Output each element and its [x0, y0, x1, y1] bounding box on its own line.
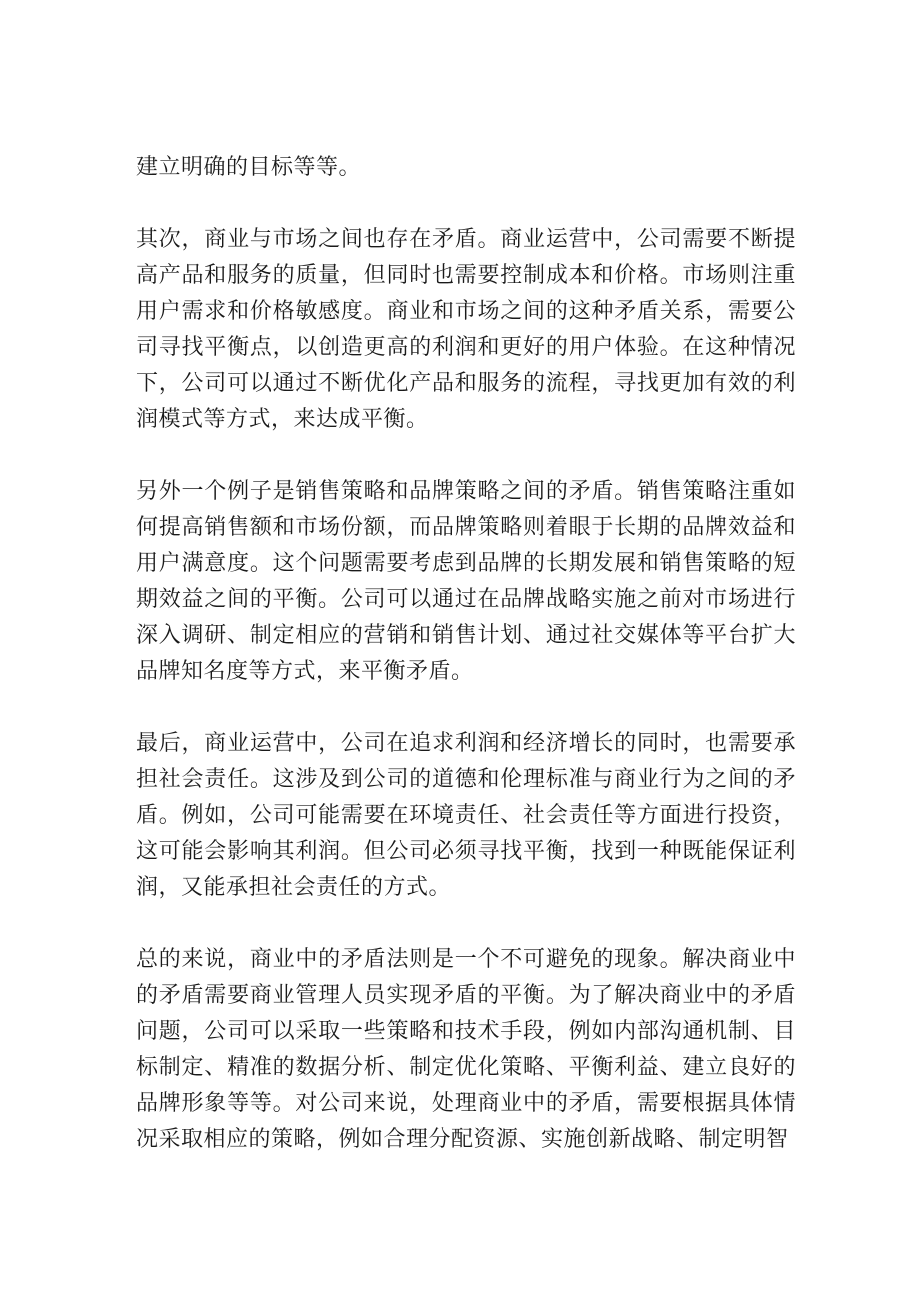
- paragraph-gap: [136, 690, 796, 726]
- paragraph-3: 另外一个例子是销售策略和品牌策略之间的矛盾。销售策略注重如何提高销售额和市场份额，而品牌策略则着眼于长期的品牌效益和用户满意度。这个问题需要考虑到品牌的长期发展和销售策略的短期效益之间的平衡。公司可以通过在品牌战略实施之前对市场进行深入调研、制定相应的营销和销售计划、通过社交媒体等平台扩大品牌知名度等方式，来平衡矛盾。: [136, 479, 796, 684]
- paragraph-gap: [136, 906, 796, 942]
- paragraph-gap: [136, 186, 796, 222]
- paragraph-2: 其次，商业与市场之间也存在矛盾。商业运营中，公司需要不断提高产品和服务的质量，但同时也需要控制成本和价格。市场则注重用户需求和价格敏感度。商业和市场之间的这种矛盾关系，需要公司寻找平衡点，以创造更高的利润和更好的用户体验。在这种情况下，公司可以通过不断优化产品和服务的流程，寻找更加有效的利润模式等方式，来达成平衡。: [136, 227, 796, 432]
- paragraph-1: 建立明确的目标等等。: [136, 155, 362, 180]
- document-body: [136, 150, 796, 1158]
- paragraph-gap: [136, 438, 796, 474]
- paragraph-4: 最后，商业运营中，公司在追求利润和经济增长的同时，也需要承担社会责任。这涉及到公司的道德和伦理标准与商业行为之间的矛盾。例如，公司可能需要在环境责任、社会责任等方面进行投资，这可能会影响其利润。但公司必须寻找平衡，找到一种既能保证利润，又能承担社会责任的方式。: [136, 731, 796, 900]
- paragraph-5: 总的来说，商业中的矛盾法则是一个不可避免的现象。解决商业中的矛盾需要商业管理人员实现矛盾的平衡。为了解决商业中的矛盾问题，公司可以采取一些策略和技术手段，例如内部沟通机制、目标制定、精准的数据分析、制定优化策略、平衡利益、建立良好的品牌形象等等。对公司来说，处理商业中的矛盾，需要根据具体情况采取相应的策略，例如合理分配资源、实施创新战略、制定明智: [136, 947, 796, 1152]
